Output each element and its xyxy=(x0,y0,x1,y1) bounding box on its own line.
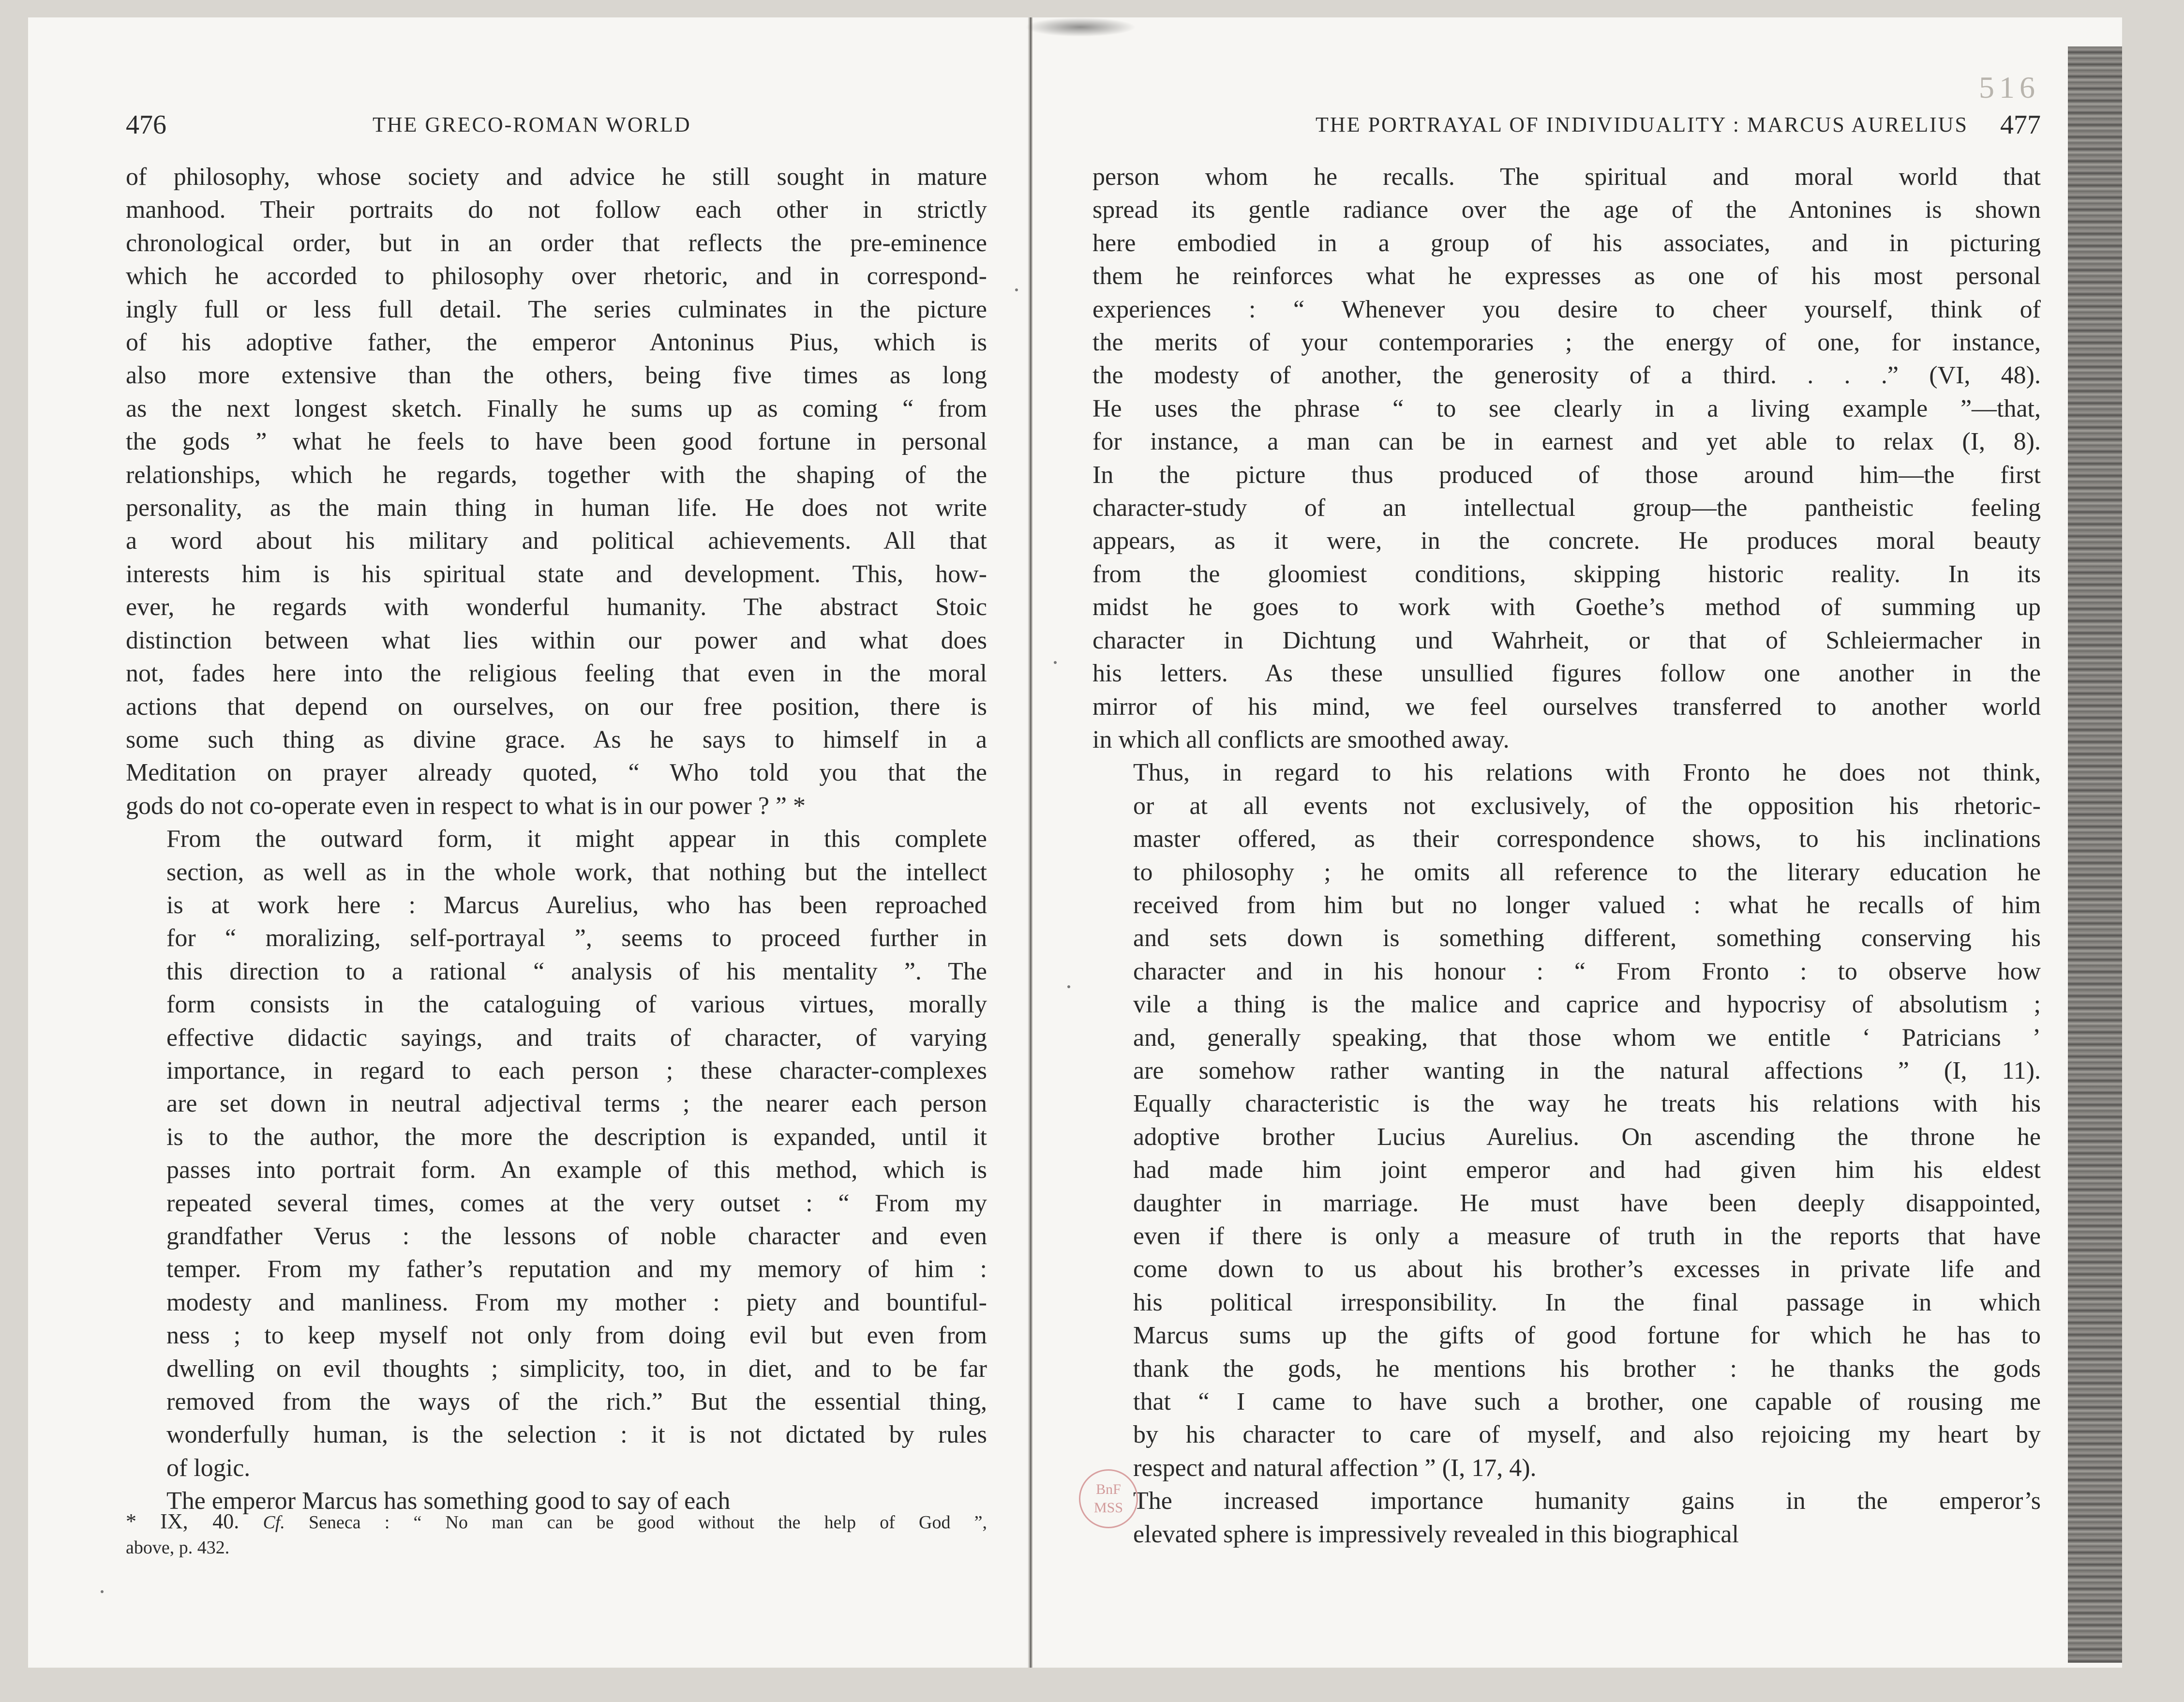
text-line: this direction to a rational “ analysis of his mentality ”. The xyxy=(166,957,987,985)
text-line: by his character to care of myself, and also rejoicing my heart by xyxy=(1133,1421,2041,1449)
text-line: repeated several times, comes at the very outset : “ From my xyxy=(166,1189,987,1217)
text-line: relationships, which he regards, together with the shaping of the xyxy=(126,461,987,489)
scan-speck xyxy=(1054,661,1057,664)
text-line: In the picture thus produced of those around him—the first xyxy=(1092,461,2041,489)
right-paragraph-3 xyxy=(1092,1485,2041,1551)
text-line: vile a thing is the malice and caprice and hypocrisy of absolutism ; xyxy=(1133,991,2041,1019)
text-line: chronological order, but in an order that reflects the pre-eminence xyxy=(126,229,987,257)
text-line: character-study of an intellectual group—the pantheistic feeling xyxy=(1092,494,2041,522)
text-line: character and in his honour : “ From Fronto : to observe how xyxy=(1133,957,2041,985)
text-line: mirror of his mind, we feel ourselves transferred to another world xyxy=(1092,693,2041,721)
text-line: that “ I came to have such a brother, one capable of rousing me xyxy=(1133,1388,2041,1416)
text-line: are set down in neutral adjectival terms ; the nearer each person xyxy=(166,1090,987,1118)
left-running-title: THE GRECO-ROMAN WORLD xyxy=(373,113,691,136)
scan-speck xyxy=(101,1590,104,1593)
text-line: the gods ” what he feels to have been good fortune in personal xyxy=(126,428,987,456)
text-line: character in Dichtung und Wahrheit, or that of Schleiermacher in xyxy=(1092,626,2041,654)
left-paragraph-2 xyxy=(126,823,987,1485)
text-line: his political irresponsibility. In the final passage in which xyxy=(1133,1288,2041,1316)
text-line: is at work here : Marcus Aurelius, who has been reproached xyxy=(166,891,987,919)
text-line: removed from the ways of the rich.” But the essential thing, xyxy=(166,1388,987,1416)
text-line: person whom he recalls. The spiritual and moral world that xyxy=(1092,163,2041,191)
text-line: as the next longest sketch. Finally he sums up as coming “ from xyxy=(126,394,987,422)
right-page-number: 477 xyxy=(2000,110,2041,140)
text-line: not, fades here into the religious feeling that even in the moral xyxy=(126,660,987,688)
left-page-number: 476 xyxy=(126,110,166,140)
right-paragraph-1 xyxy=(1092,161,2041,756)
text-line: adoptive brother Lucius Aurelius. On ascending the throne he xyxy=(1133,1123,2041,1151)
text-line: actions that depend on ourselves, on our free position, there is xyxy=(126,693,987,721)
library-stamp xyxy=(1079,1469,1138,1528)
text-line: of philosophy, whose society and advice he still sought in mature xyxy=(126,163,987,191)
text-line: temper. From my father’s reputation and my memory of him : xyxy=(166,1255,987,1283)
scanned-book-spread xyxy=(28,17,2122,1668)
footnote-continuation: above, p. 432. xyxy=(126,1537,230,1558)
text-line: ness ; to keep myself not only from doing evil but even from xyxy=(166,1322,987,1350)
text-line: master offered, as their correspondence shows, to his inclinations xyxy=(1133,825,2041,853)
right-paragraph-2 xyxy=(1092,756,2041,1485)
text-line: From the outward form, it might appear in this complete xyxy=(166,825,987,853)
text-line: received from him but no longer valued : what he recalls of him xyxy=(1133,891,2041,919)
book-gutter xyxy=(1028,17,1032,1668)
text-line: to philosophy ; he omits all reference to the literary education he xyxy=(1133,858,2041,886)
text-line: elevated sphere is impressively revealed in this biographical xyxy=(1133,1520,1739,1548)
text-line: midst he goes to work with Goethe’s method of summing up xyxy=(1092,593,2041,621)
scanned-page-edge xyxy=(2068,46,2122,1663)
text-line: wonderfully human, is the selection : it is not dictated by rules xyxy=(166,1421,987,1449)
text-line: from the gloomiest conditions, skipping historic reality. In its xyxy=(1092,560,2041,588)
text-line: are somehow rather wanting in the natural affections ” (I, 11). xyxy=(1133,1056,2041,1084)
text-line: dwelling on evil thoughts ; simplicity, too, in diet, and to be far xyxy=(166,1355,987,1383)
text-line: which he accorded to philosophy over rhetoric, and in correspond- xyxy=(126,262,987,290)
left-text-column xyxy=(126,161,987,1518)
text-line: respect and natural affection ” (I, 17, 4). xyxy=(1133,1454,1537,1482)
left-paragraph-1 xyxy=(126,161,987,823)
footnote-text: Seneca : “ No man can be good without the help of God ”, xyxy=(309,1512,987,1533)
archive-folio-number: 516 xyxy=(1979,70,2040,105)
text-line: The emperor Marcus has something good to say of each xyxy=(166,1487,731,1515)
text-line: The increased importance humanity gains in the emperor’s xyxy=(1133,1487,2041,1515)
footnote-cf: Cf. xyxy=(263,1512,285,1533)
text-line: some such thing as divine grace. As he says to himself in a xyxy=(126,725,987,753)
text-line: passes into portrait form. An example of this method, which is xyxy=(166,1156,987,1184)
text-line: distinction between what lies within our power and what does xyxy=(126,626,987,654)
text-line: had made him joint emperor and had given him his eldest xyxy=(1133,1156,2041,1184)
text-line: come down to us about his brother’s excesses in private life and xyxy=(1133,1255,2041,1283)
text-line: his letters. As these unsullied figures follow one another in the xyxy=(1092,660,2041,688)
text-line: experiences : “ Whenever you desire to cheer yourself, think of xyxy=(1092,295,2041,323)
text-line: and, generally speaking, that those whom we entitle ‘ Patricians ’ xyxy=(1133,1024,2041,1052)
text-line: ever, he regards with wonderful humanity. The abstract Stoic xyxy=(126,593,987,621)
text-line: the merits of your contemporaries ; the energy of one, for instance, xyxy=(1092,329,2041,357)
text-line: the modesty of another, the generosity of a third. . . .” (VI, 48). xyxy=(1092,361,2041,390)
text-line: spread its gentle radiance over the age of the Antonines is shown xyxy=(1092,196,2041,224)
text-line: importance, in regard to each person ; these character-complexes xyxy=(166,1056,987,1084)
text-line: gods do not co-operate even in respect to what is in our power ? ” * xyxy=(126,792,806,820)
text-line: section, as well as in the whole work, that nothing but the intellect xyxy=(166,858,987,886)
text-line: interests him is his spiritual state and development. This, how- xyxy=(126,560,987,588)
text-line: Thus, in regard to his relations with Fronto he does not think, xyxy=(1133,759,2041,787)
text-line: is to the author, the more the description is expanded, until it xyxy=(166,1123,987,1151)
text-line: appears, as it were, in the concrete. He produces moral beauty xyxy=(1092,527,2041,555)
footnote xyxy=(126,1509,987,1560)
text-line: modesty and manliness. From my mother : piety and bountiful- xyxy=(166,1288,987,1316)
right-running-title: THE PORTRAYAL OF INDIVIDUALITY : MARCUS AURELIUS xyxy=(1316,113,1968,136)
text-line: of logic. xyxy=(166,1454,251,1482)
text-line: thank the gods, he mentions his brother : he thanks the gods xyxy=(1133,1355,2041,1383)
text-line: personality, as the main thing in human life. He does not write xyxy=(126,494,987,522)
right-text-column xyxy=(1092,161,2041,1551)
text-line: form consists in the cataloguing of various virtues, morally xyxy=(166,991,987,1019)
text-line: manhood. Their portraits do not follow each other in strictly xyxy=(126,196,987,224)
text-line: or at all events not exclusively, of the opposition his rhetoric- xyxy=(1133,792,2041,820)
text-line: of his adoptive father, the emperor Antoninus Pius, which is xyxy=(126,329,987,357)
text-line: daughter in marriage. He must have been deeply disappointed, xyxy=(1133,1189,2041,1217)
text-line: Meditation on prayer already quoted, “ Who told you that the xyxy=(126,759,987,787)
text-line: for “ moralizing, self-portrayal ”, seems to proceed further in xyxy=(166,924,987,952)
text-line: for instance, a man can be in earnest and yet able to relax (I, 8). xyxy=(1092,428,2041,456)
text-line: Equally characteristic is the way he treats his relations with his xyxy=(1133,1090,2041,1118)
text-line: a word about his military and political achievements. All that xyxy=(126,527,987,555)
text-line: also more extensive than the others, being five times as long xyxy=(126,361,987,390)
text-line: effective didactic sayings, and traits of character, of varying xyxy=(166,1024,987,1052)
footnote-marker: * xyxy=(126,1509,136,1533)
text-line: He uses the phrase “ to see clearly in a living example ”—that, xyxy=(1092,394,2041,422)
right-running-head xyxy=(1092,112,2041,146)
text-line: here embodied in a group of his associates, and in picturing xyxy=(1092,229,2041,257)
footnote-reference: IX, 40. xyxy=(160,1509,239,1533)
scan-speck xyxy=(1067,985,1070,988)
text-line: grandfather Verus : the lessons of noble character and even xyxy=(166,1222,987,1250)
text-line: in which all conflicts are smoothed away. xyxy=(1092,725,1510,753)
text-line: even if there is only a measure of truth in the reports that have xyxy=(1133,1222,2041,1250)
text-line: Marcus sums up the gifts of good fortune for which he has to xyxy=(1133,1322,2041,1350)
text-line: them he reinforces what he expresses as one of his most personal xyxy=(1092,262,2041,290)
left-running-head xyxy=(126,112,997,146)
stamp-text-top: BnF xyxy=(1096,1481,1121,1497)
stamp-text-bottom: MSS xyxy=(1093,1500,1123,1516)
text-line: ingly full or less full detail. The series culminates in the picture xyxy=(126,295,987,323)
scan-speck xyxy=(1015,288,1018,291)
text-line: and sets down is something different, something conserving his xyxy=(1133,924,2041,952)
